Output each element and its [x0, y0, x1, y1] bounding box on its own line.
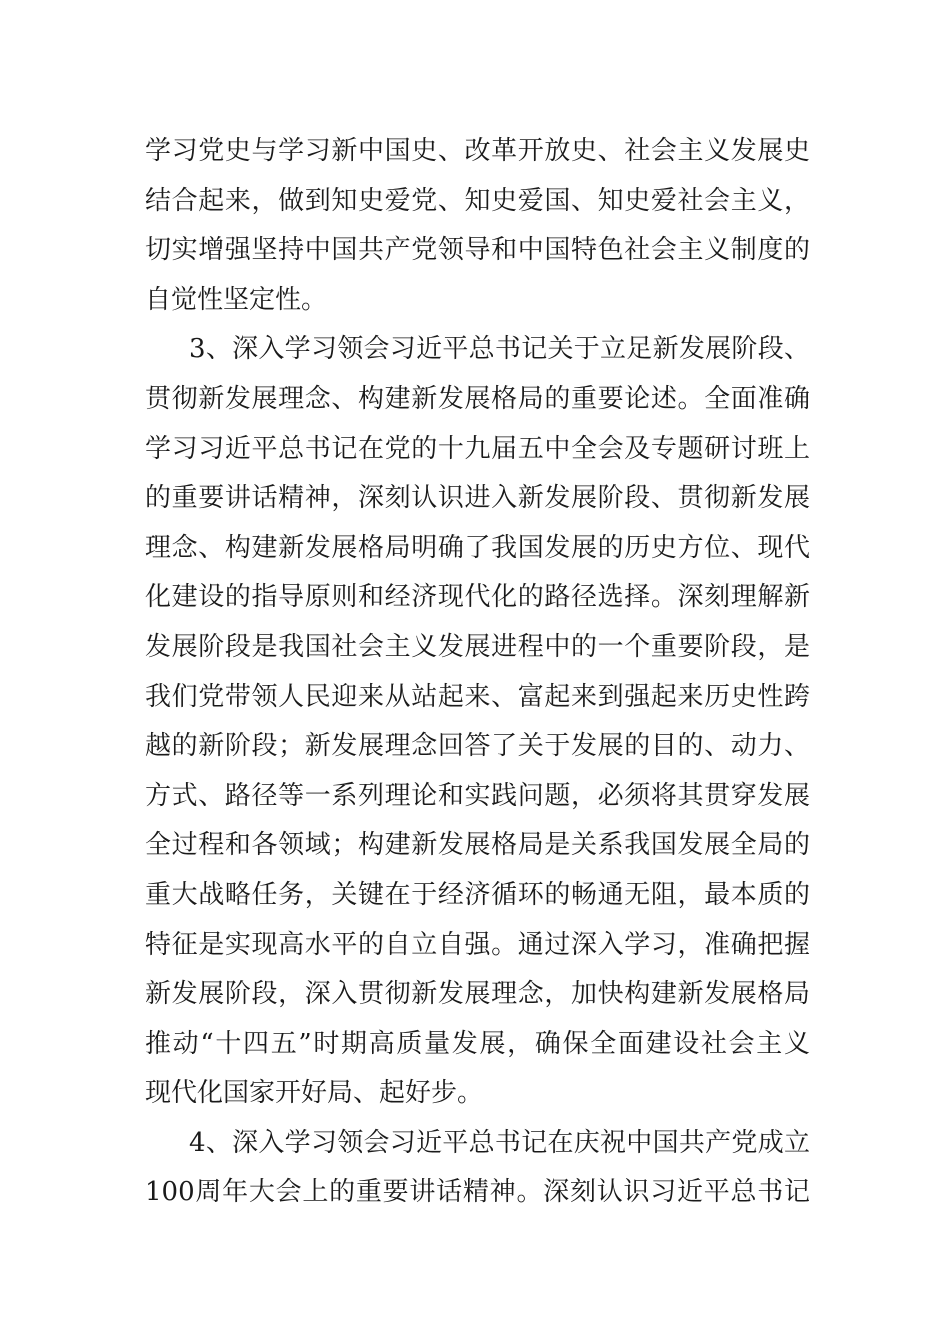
text-line: 重大战略任务，关键在于经济循环的畅通无阻，最本质的 [145, 879, 810, 910]
text-line: 3、深入学习领会习近平总书记关于立足新发展阶段、 [189, 334, 810, 365]
paragraph-item-4 [145, 1119, 810, 1218]
paragraph-party-history [145, 127, 810, 325]
text-line: 学习习近平总书记在党的十九届五中全会及专题研讨班上 [145, 433, 810, 464]
paragraph-item-3 [145, 325, 810, 1119]
text-line: 方式、路径等一系列理论和实践问题，必须将其贯穿发展 [145, 780, 810, 811]
text-line: 特征是实现高水平的自立自强。通过深入学习，准确把握 [145, 929, 810, 960]
text-line: 全过程和各领域；构建新发展格局是关系我国发展全局的 [145, 830, 810, 861]
text-line: 推动“十四五”时期高质量发展，确保全面建设社会主义 [145, 1028, 810, 1059]
text-line: 100周年大会上的重要讲话精神。深刻认识习近平总书记 [145, 1177, 810, 1208]
text-line: 切实增强坚持中国共产党领导和中国特色社会主义制度的 [145, 235, 810, 266]
text-line: 发展阶段是我国社会主义发展进程中的一个重要阶段，是 [145, 631, 810, 662]
text-line: 结合起来，做到知史爱党、知史爱国、知史爱社会主义， [145, 185, 810, 216]
document-body [145, 127, 810, 1218]
text-line: 的重要讲话精神，深刻认识进入新发展阶段、贯彻新发展 [145, 483, 810, 514]
text-line: 学习党史与学习新中国史、改革开放史、社会主义发展史 [145, 136, 810, 166]
text-line: 现代化国家开好局、起好步。 [145, 1078, 484, 1109]
text-line: 越的新阶段；新发展理念回答了关于发展的目的、动力、 [145, 731, 810, 762]
text-line: 理念、构建新发展格局明确了我国发展的历史方位、现代 [145, 532, 810, 563]
text-line: 我们党带领人民迎来从站起来、富起来到强起来历史性跨 [145, 681, 810, 712]
text-line: 4、深入学习领会习近平总书记在庆祝中国共产党成立 [189, 1127, 810, 1158]
text-line: 自觉性坚定性。 [145, 284, 328, 315]
text-line: 贯彻新发展理念、构建新发展格局的重要论述。全面准确 [145, 383, 810, 414]
text-line: 新发展阶段，深入贯彻新发展理念，加快构建新发展格局 [145, 979, 810, 1010]
text-line: 化建设的指导原则和经济现代化的路径选择。深刻理解新 [145, 582, 810, 613]
